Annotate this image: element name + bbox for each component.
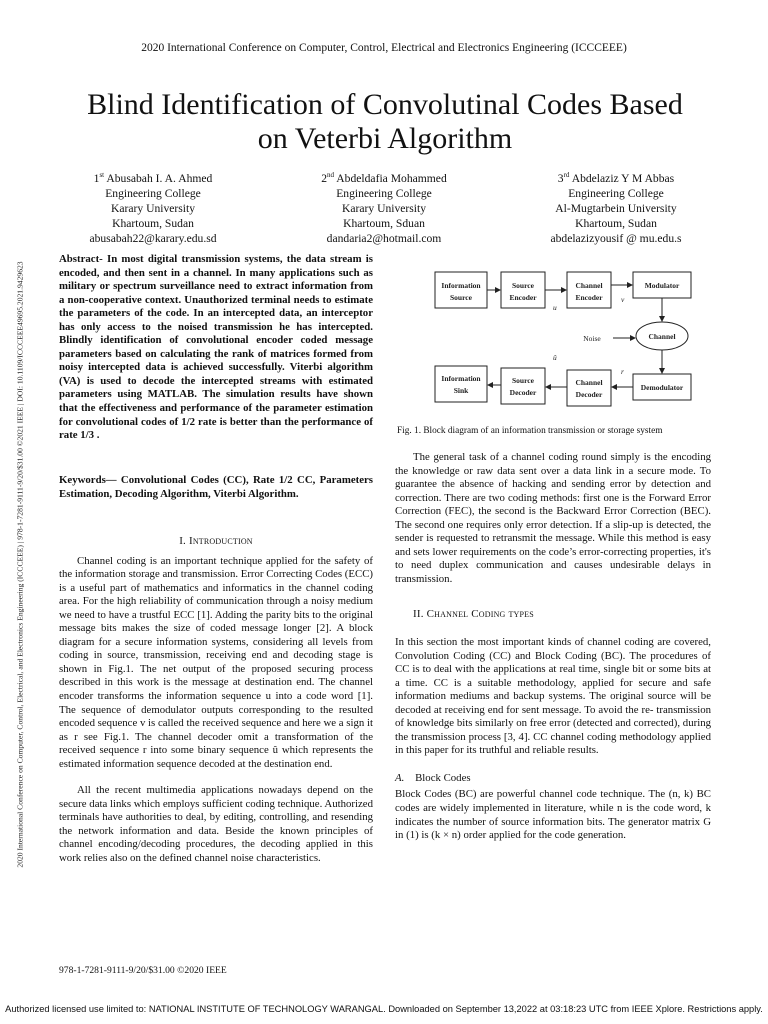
box-information-source	[435, 272, 487, 308]
box-channel-decoder	[567, 370, 611, 406]
box-source-decoder-label-2: Decoder	[509, 388, 537, 397]
subsection-heading-block-codes: A. Block Codes	[395, 771, 471, 784]
box-information-source-label-1: Information	[441, 281, 481, 290]
author-affiliation: Engineering College	[105, 186, 201, 200]
author-email: abusabah22@karary.edu.sd	[89, 231, 217, 245]
right-column-body	[395, 451, 711, 843]
box-channel-encoder	[567, 272, 611, 308]
author-location: Khartoum, Sduan	[343, 216, 425, 230]
figure-caption: Fig. 1. Block diagram of an information transmission or storage system	[397, 426, 663, 436]
box-source-encoder-label-1: Source	[512, 281, 534, 290]
box-source-decoder	[501, 368, 545, 404]
author-university: Karary University	[341, 201, 427, 215]
box-information-sink-label-1: Information	[441, 374, 481, 383]
box-modulator-label: Modulator	[644, 281, 680, 290]
intro-paragraph-2: All the recent multimedia applications nowadays depend on the secure data links which employs sufficient coding technique. Authorized terminals have authorities to deal, by editing, controlling, and resending the network information and data. Beside the known principles of channel encoding/decoding procedures, the decoding applied in this work relies also on the defined channel noise characteristics.	[59, 784, 373, 865]
box-source-encoder-label-2: Encoder	[509, 293, 537, 302]
right-paragraph-3: Block Codes (BC) are powerful channel code technique. The (n, k) BC codes are widely implemented in literature, while n is the code word, k indicates the number of source information bits. The generator matrix G in (1) is (k × n) order applied for the code generation.	[395, 788, 711, 842]
author-location: Khartoum, Sudan	[112, 216, 194, 230]
side-doi-text: 2020 International Conference on Computer, Control, Electrical, and Electronics Engineering (ICCCEEE) | 978-1-7281-9111-9/20/$31.00 ©2021 IEEE | DOI: 10.1109/ICCCEEE49695.2021.9429623	[15, 261, 25, 868]
author-university: Al-Mugtarbein University	[555, 201, 677, 215]
box-information-sink	[435, 366, 487, 402]
author-name: 3rd Abdelaziz Y M Abbas	[557, 171, 675, 185]
left-column-body	[59, 535, 373, 866]
section-heading-channel-coding: II. Channel Coding types	[413, 608, 534, 621]
box-information-sink-label-2: Sink	[453, 386, 469, 395]
title-line-2: on Veterbi Algorithm	[257, 122, 513, 155]
label-noise: Noise	[583, 334, 601, 343]
author-block-3	[516, 168, 716, 246]
label-r: r	[621, 367, 624, 376]
box-source-encoder	[501, 272, 545, 308]
block-diagram-figure	[395, 258, 723, 408]
conference-header: 2020 International Conference on Computer, Control, Electrical and Electronics Engineering (ICCCEEE)	[141, 42, 627, 54]
author-email: dandaria2@hotmail.com	[326, 231, 442, 245]
label-v: v	[621, 295, 625, 304]
author-email: abdelazizyousif @ mu.edu.s	[550, 231, 682, 245]
box-channel-encoder-label-1: Channel	[575, 281, 603, 290]
authorization-notice: Authorized licensed use limited to: NATIONAL INSTITUTE OF TECHNOLOGY WARANGAL. Downloaded on September 13,2022 at 03:18:23 UTC from IEEE Xplore. Restrictions apply.	[5, 1004, 763, 1014]
box-source-decoder-label-1: Source	[512, 376, 534, 385]
title-line-1: Blind Identification of Convolutinal Codes Based	[87, 88, 683, 121]
intro-paragraph-1: Channel coding is an important technique applied for the safety of the information storage and transmission. Error Correcting Codes (ECC) is a useful part of mathematics and informatics in the channel coding area. For the high reliability of communication through a noisy medium we need to have a trustful ECC [1]. Adding the parity bits to the original message bits makes the size of coded message longer [2]. A block diagram for a secure information systems, considering all levels from coding in source, transmission, receiving end and decoding stage is shown in Fig.1. The net output of the proposed securing process described in this work is the message at destination end. The channel encoder transforms the information sequence u into a code word [1]. The sequence of demodulator outputs corresponding to the resulted encoded sequence v is called the received sequence and here we a sign it as r see Fig.1. The channel decoder omit a transformation of the received sequence r into some binary sequence û which represents the estimated information sequence decoded at the destination end.	[59, 554, 373, 770]
label-uhat: û	[553, 353, 557, 362]
label-u: u	[553, 303, 557, 312]
box-channel-decoder-label-1: Channel	[575, 378, 603, 387]
right-paragraph-1: The general task of a channel coding round simply is the encoding the knowledge or raw data sent over a data link in a secure mode. To guarantee the absence of hacking and sending error by detection and correction. There are two coding methods: first one is the Forward Error Correction (FEC), the second is the Backward Error Correction (BEC). The second one requires only error detection. If a slip-up is detected, the sender is requested to retransmit the message. While this method is easy and sets lower requirements on the code’s error-correcting properties, it's to need duplex communication and causes undesirable delays in transmission.	[395, 451, 711, 585]
box-channel-label: Channel	[648, 332, 676, 341]
author-block-2	[284, 168, 484, 246]
box-information-source-label-2: Source	[450, 293, 472, 302]
box-demodulator-label: Demodulator	[640, 383, 684, 392]
keywords: Keywords— Convolutional Codes (CC), Rate 1/2 CC, Parameters Estimation, Decoding Algorithm, Viterbi Algorithm.	[59, 474, 373, 500]
box-channel-decoder-label-2: Decoder	[575, 390, 603, 399]
author-affiliation: Engineering College	[568, 186, 664, 200]
author-name: 1st Abusabah I. A. Ahmed	[93, 171, 213, 185]
box-channel-encoder-label-2: Encoder	[575, 293, 603, 302]
author-affiliation: Engineering College	[336, 186, 432, 200]
footer-isbn: 978-1-7281-9111-9/20/$31.00 ©2020 IEEE	[59, 965, 227, 976]
author-name: 2nd Abdeldafia Mohammed	[321, 171, 447, 185]
section-heading-introduction: I. Introduction	[179, 535, 253, 547]
right-paragraph-2: In this section the most important kinds of channel coding are covered, Convolution Coding (CC) and Block Coding (BC). The procedures of CC is to deal with the applications at real time, single bit or some bits at a time. CC is a suitable methodology, applied for secure and safe information mediums and backup systems. The original source will be decoded at receiving end for sent message. To avoid the re- transmission of knowledge bits similarly on free error (detected and corrected), during the transmission process [3, 4]. CC channel coding methodology applied in this paper for its truthful and reliable results.	[395, 636, 711, 757]
author-location: Khartoum, Sudan	[575, 216, 657, 230]
abstract: Abstract- In most digital transmission systems, the data stream is encoded, and then sent in a channel. In many applications such as military or spectrum surveillance need to extract information from a non-cooperative context. Unauthorized terminal needs to estimate the parameters of the code. In an intercepted data, an interceptor has only access to the noised transmission he has intercepted. Blindly identification of convolutional encoder coded message parameters based on calculating the rank of matrices formed from noisy intercepted data is achieved successfully. Viterbi algorithm (VA) is used to decode the intercepted streams with estimated parameters using MATLAB. The simulation results have shown that the effectiveness and performance of the parameter estimation for convolutional codes of 1/2 rate is better than the performance of rate 1/3 .	[59, 253, 373, 442]
author-block-1	[53, 168, 253, 246]
paper-title	[40, 88, 730, 156]
author-university: Karary University	[110, 201, 196, 215]
